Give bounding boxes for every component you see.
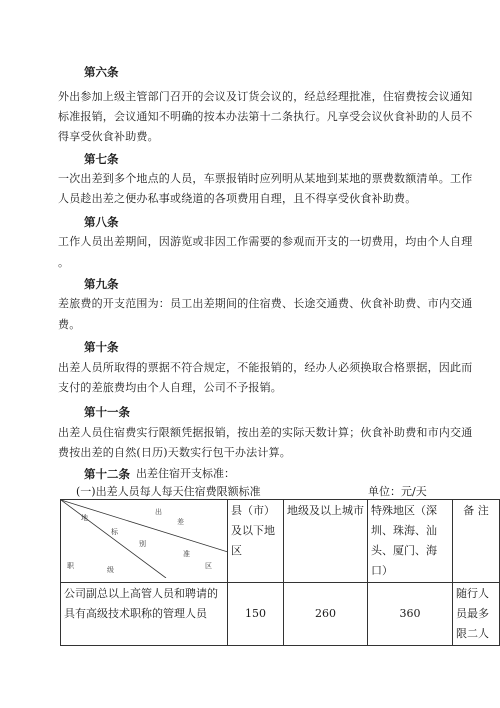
diag-label-chu: 出 (155, 508, 162, 516)
value-special: 360 (368, 583, 453, 646)
value-county: 150 (228, 583, 284, 646)
col-header-special (368, 500, 453, 583)
table-row (61, 583, 500, 646)
article-10-line-1: 出差人员所取得的票据不符合规定，不能报销的，经办人必须换取合格票据，因此而 (58, 361, 473, 374)
remarks-cell (453, 583, 500, 646)
article-8-line-1: 工作人员出差期间，因游览或非因工作需要的参观而开支的一切费用，均由个人自理 (58, 235, 473, 248)
diag-label-qu: 区 (205, 562, 212, 570)
article-10-heading: 第十条 (84, 340, 119, 354)
col-header-county-text: 县（市）及以下地区 (231, 504, 275, 557)
row-title-cell (61, 583, 228, 646)
table-header-row (61, 500, 500, 583)
col-header-city (284, 500, 368, 583)
article-9-line-2: 费。 (58, 318, 81, 331)
article-11-line-1: 出差人员住宿费实行限额凭据报销，按出差的实际天数计算；伙食补助费和市内交通 (58, 426, 473, 439)
diag-label-zhun: 准 (183, 550, 190, 558)
table-unit: 单位：元/天 (368, 485, 427, 498)
article-10-line-2: 支付的差旅费均由个人自理，公司不予报销。 (58, 381, 282, 394)
article-9-line-1: 差旅费的开支范围为：员工出差期间的住宿费、长途交通费、伙食补助费、市内交通 (58, 297, 473, 310)
diag-label-cha: 差 (177, 518, 184, 526)
article-7-heading: 第七条 (84, 152, 119, 166)
article-8-line-2: 。 (58, 256, 70, 269)
remarks-text: 随行人员最多限二人 (456, 587, 489, 640)
article-12-title: 出差住宿开支标准： (136, 467, 235, 480)
diag-label-biao: 标 (111, 528, 118, 536)
article-6-line-1: 外出参加上级主管部门召开的会议及订货会议的，经总经理批准，住宿费按会议通知 (58, 90, 473, 103)
diagonal-lines (61, 500, 228, 578)
article-6-line-3: 得享受伙食补助费。 (58, 130, 159, 143)
article-11-heading: 第十一条 (84, 405, 130, 419)
diag-label-zhi: 职 (67, 562, 74, 570)
diag-label-bie: 别 (139, 540, 146, 548)
col-header-remarks-text: 备 注 (463, 504, 489, 517)
lodging-standard-table (60, 499, 500, 646)
col-header-remarks (453, 500, 500, 583)
article-6-heading: 第六条 (84, 65, 119, 79)
diag-label-di: 地 (81, 514, 88, 522)
article-6-line-2: 标准报销，会议通知不明确的按本办法第十二条执行。凡享受会议伙食补助的人员不 (58, 110, 473, 123)
article-12-heading: 第十二条 (84, 467, 130, 481)
diagonal-header-cell (61, 500, 228, 583)
article-7-line-1: 一次出差到多个地点的人员，车票报销时应列明从某地到某地的票费数额清单。工作 (58, 172, 473, 185)
article-8-heading: 第八条 (84, 215, 119, 229)
col-header-city-text: 地级及以上城市 (287, 504, 364, 517)
table-caption: (一)出差人员每人每天住宿费限额标准 (76, 485, 261, 498)
article-11-line-2: 费按出差的自然(日历)天数实行包干办法计算。 (58, 446, 291, 459)
row-title-text: 公司副总以上高管人员和聘请的具有高级技术职称的管理人员 (64, 587, 218, 620)
article-9-heading: 第九条 (84, 277, 119, 291)
diag-label-ji: 级 (107, 566, 114, 574)
col-header-special-text: 特殊地区（深圳、珠海、汕头、厦门、海口） (371, 504, 437, 577)
article-7-line-2: 人员趁出差之便办私事或绕道的各项费用自理，且不得享受伙食补助费。 (58, 192, 417, 205)
value-city: 260 (284, 583, 368, 646)
col-header-county (228, 500, 284, 583)
